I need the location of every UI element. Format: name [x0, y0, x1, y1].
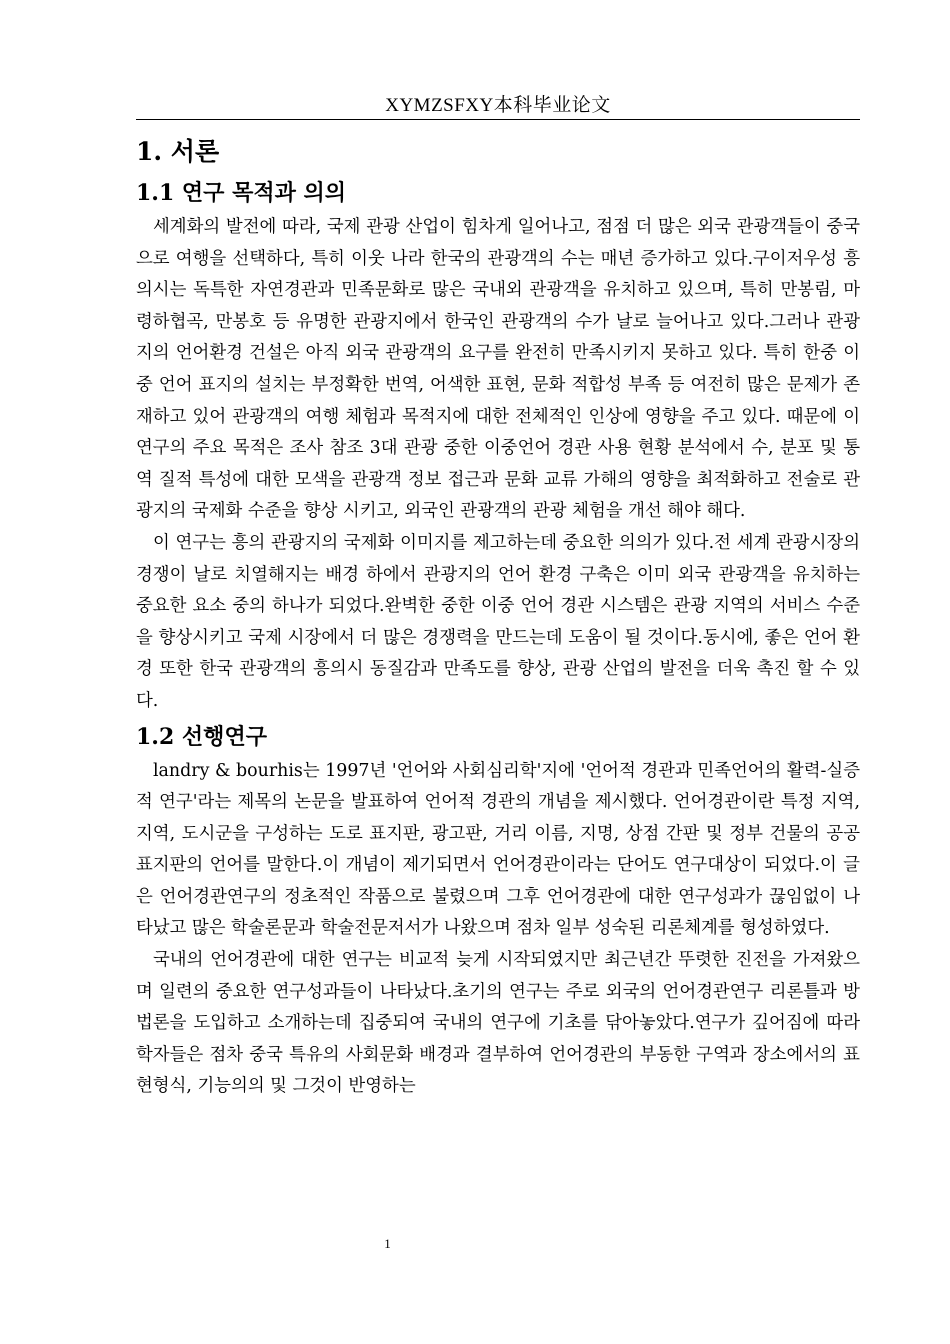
- paragraph: 세계화의 발전에 따라, 국제 관광 산업이 힘차게 일어나고, 점점 더 많은 외국 관광객들이 중국으로 여행을 선택하다, 특히 이웃 나라 한국의 관광객의 수는 매년 증가하고 있다.구이저우성 흥의시는 독특한 자연경관과 민족문화로 많은 국내외 관광객을 유치하고 있으며, 특히 만봉림, 마령하협곡, 만봉호 등 유명한 관광지에서 한국인 관광객의 수가 날로 늘어나고 있다.그러나 관광지의 언어환경 건설은 아직 외국 관광객의 요구를 완전히 만족시키지 못하고 있다. 특히 한중 이중 언어 표지의 설치는 부정확한 번역, 어색한 표현, 문화 적합성 부족 등 여전히 많은 문제가 존재하고 있어 관광객의 여행 체험과 목적지에 대한 전체적인 인상에 영향을 주고 있다. 때문에 이 연구의 주요 목적은 조사 참조 3대 관광 중한 이중언어 경관 사용 현황 분석에서 수, 분포 및 통역 질적 특성에 대한 모색을 관광객 정보 접근과 문화 교류 가해의 영향을 최적화하고 전술로 관광지의 국제화 수준을 향상 시키고, 외국인 관광객의 관광 체험을 개선 해야 해다.: [136, 217, 860, 522]
- body-content: [136, 128, 860, 1103]
- paragraph: landry & bourhis는 1997년 '언어와 사회심리학'지에 '언어적 경관과 민족언어의 활력-실증적 연구'라는 제목의 논문을 발표하여 언어적 경관의 개념을 제시했다. 언어경관이란 특정 지역, 지역, 도시군을 구성하는 도로 표지판, 광고판, 거리 이름, 지명, 상점 간판 및 정부 건물의 공공 표지판의 언어를 말한다.이 개념이 제기되면서 언어경관이라는 단어도 연구대상이 되었다.이 글은 언어경관연구의 정초적인 작품으로 불렸으며 그후 언어경관에 대한 연구성과가 끊임없이 나타났고 많은 학술론문과 학술전문저서가 나왔으며 점차 일부 성숙된 리론체계를 형성하였다.: [136, 760, 860, 939]
- section-title-1-2: 1.2 선행연구: [136, 723, 267, 750]
- running-header: XYMZSFXY本科毕业论文: [385, 95, 611, 116]
- paragraph: 이 연구는 흥의 관광지의 국제화 이미지를 제고하는데 중요한 의의가 있다.전 세계 관광시장의 경쟁이 날로 치열해지는 배경 하에서 관광지의 언어 환경 구축은 이미 외국 관광객을 유치하는 중요한 요소 중의 하나가 되었다.완벽한 중한 이중 언어 경관 시스템은 관광 지역의 서비스 수준을 향상시키고 국제 시장에서 더 많은 경쟁력을 만드는데 도움이 될 것이다.동시에, 좋은 언어 환경 또한 한국 관광객의 흥의시 동질감과 만족도를 향상, 관광 산업의 발전을 더욱 촉진 할 수 있다.: [136, 532, 860, 711]
- header-rule: [136, 119, 860, 120]
- paragraph: 국내의 언어경관에 대한 연구는 비교적 늦게 시작되였지만 최근년간 뚜렷한 진전을 가져왔으며 일련의 중요한 연구성과들이 나타났다.초기의 연구는 주로 외국의 언어경관연구 리론틀과 방법론을 도입하고 소개하는데 집중되여 국내의 연구에 기초를 닦아놓았다.연구가 깊어짐에 따라 학자들은 점차 중국 특유의 사회문화 배경과 결부하여 언어경관의 부동한 구역과 장소에서의 표현형식, 기능의의 및 그것이 반영하는: [136, 950, 860, 1097]
- section-title-1-1: 1.1 연구 목적과 의의: [136, 180, 347, 206]
- chapter-title: 1. 서론: [136, 137, 220, 166]
- page-number: 1: [384, 1236, 391, 1251]
